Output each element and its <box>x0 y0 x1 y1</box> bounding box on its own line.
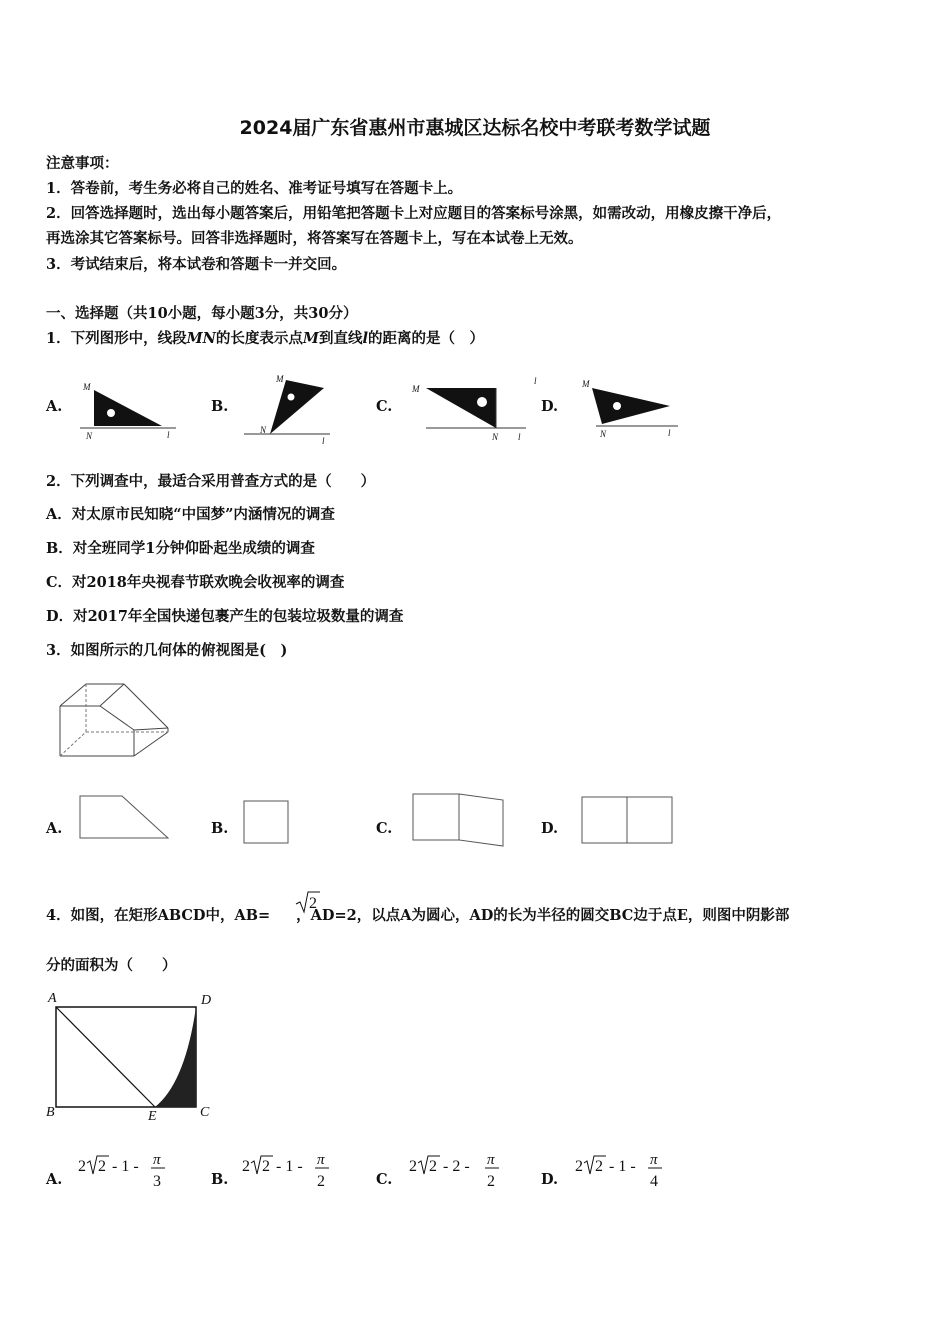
q1a-label-n: N <box>86 431 93 441</box>
q1b-label-n: N <box>260 425 267 435</box>
notice-item-3: 3．考试结束后，将本试卷和答题卡一并交回。 <box>46 256 347 273</box>
q1d-label-l: l <box>668 428 671 438</box>
q1-stem <box>46 327 484 348</box>
q4-label-d: D <box>201 993 212 1008</box>
q1d-label-n: N <box>600 429 607 439</box>
q1-l: l <box>362 330 368 347</box>
q3-option-d-label: D. <box>541 820 559 837</box>
q4-option-b-expr <box>240 1146 336 1192</box>
q4c-rad: 2 <box>429 1158 437 1175</box>
notice-item-2-cont: 再选涂其它答案标号。回答非选择题时，将答案写在答题卡上，写在本试卷上无效。 <box>46 230 583 247</box>
q1-mn: MN <box>186 330 216 347</box>
page-title: 2024届广东省惠州市惠城区达标名校中考联考数学试题 <box>239 117 711 139</box>
q3-option-c-figure <box>411 792 507 850</box>
q4-text-b: ，AD=2，以点A为圆心，AD的长为半径的圆交BC边于点E，则图中阴影部 <box>296 907 790 924</box>
q4d-den: 4 <box>650 1173 658 1190</box>
q4-rectangle-figure <box>44 988 220 1124</box>
q4-option-c-label: C. <box>376 1171 393 1188</box>
q1-option-c-label: C. <box>376 398 393 415</box>
q1c-label-l: l <box>518 432 521 442</box>
q4d-num: π <box>650 1152 658 1168</box>
q4-sqrt2 <box>294 888 322 916</box>
q4-label-b: B <box>46 1105 55 1120</box>
q1c-label-n: N <box>492 432 499 442</box>
section-heading: 一、选择题（共10小题，每小题3分，共30分） <box>46 305 358 322</box>
q1c-label-l-top: l <box>534 376 537 386</box>
q1-text-c: 到直线 <box>318 330 363 347</box>
q3-option-a-label: A. <box>46 820 63 837</box>
q4d-rad: 2 <box>595 1158 603 1175</box>
q3-option-a-figure <box>78 794 174 842</box>
q1-text-b: 的长度表示点 <box>215 330 303 347</box>
q4-option-a-expr <box>76 1146 172 1192</box>
q4-label-c: C <box>200 1105 210 1120</box>
q4c-num: π <box>487 1152 495 1168</box>
q2-option-c: C．对2018年央视春节联欢晚会收视率的调查 <box>46 574 345 591</box>
q2-option-b: B．对全班同学1分钟仰卧起坐成绩的调查 <box>46 540 315 557</box>
q3-option-d-figure <box>580 795 674 845</box>
q4d-lead: 2 <box>575 1158 583 1175</box>
q1-figure-c <box>408 374 537 444</box>
q4-sqrt-radicand: 2 <box>309 895 317 912</box>
q4-option-d-expr <box>573 1146 669 1192</box>
q1-figure-a <box>78 378 182 444</box>
q1-m: M <box>302 330 319 347</box>
q1d-label-m: M <box>582 379 590 389</box>
q1b-label-m: M <box>276 374 284 384</box>
q1-text-a: 1．下列图形中，线段 <box>46 330 187 347</box>
q1b-label-l: l <box>322 436 325 446</box>
q1-option-b-label: B. <box>211 398 229 415</box>
q1-text-d: 的距离的是（ ） <box>367 330 484 347</box>
q4c-den: 2 <box>487 1173 495 1190</box>
q1-figure-b <box>242 372 334 446</box>
notice-item-1: 1．答卷前，考生务必将自己的姓名、准考证号填写在答题卡上。 <box>46 180 463 197</box>
q4a-lead: 2 <box>78 1158 86 1175</box>
q3-option-b-figure <box>243 800 291 846</box>
q4b-den: 2 <box>317 1173 325 1190</box>
q1a-label-l: l <box>167 430 170 440</box>
q4-option-d-label: D. <box>541 1171 559 1188</box>
q2-option-a: A．对太原市民知晓“中国梦”内涵情况的调查 <box>46 506 335 523</box>
q3-option-c-label: C. <box>376 820 393 837</box>
q1-option-d-label: D. <box>541 398 559 415</box>
q3-stem: 3．如图所示的几何体的俯视图是( ) <box>46 642 288 659</box>
q4c-lead: 2 <box>409 1158 417 1175</box>
q1c-label-m: M <box>412 384 420 394</box>
q4b-mid: - 1 - <box>272 1158 307 1175</box>
q4-label-a: A <box>48 991 57 1006</box>
q4a-mid: - 1 - <box>108 1158 143 1175</box>
q4b-lead: 2 <box>242 1158 250 1175</box>
q4b-rad: 2 <box>262 1158 270 1175</box>
q3-option-b-label: B. <box>211 820 229 837</box>
q4-stem-line-1 <box>46 904 789 925</box>
q1a-label-m: M <box>83 382 91 392</box>
q4c-mid: - 2 - <box>439 1158 474 1175</box>
q2-stem: 2．下列调查中，最适合采用普查方式的是（ ） <box>46 473 376 490</box>
q4-text-a: 4．如图，在矩形ABCD中，AB= <box>46 907 271 924</box>
q4d-mid: - 1 - <box>605 1158 640 1175</box>
q4-label-e: E <box>148 1109 157 1124</box>
q1-option-a-label: A. <box>46 398 63 415</box>
q4b-num: π <box>317 1152 325 1168</box>
q3-solid-figure <box>52 678 174 760</box>
q4-option-a-label: A. <box>46 1171 63 1188</box>
notice-item-2: 2．回答选择题时，选出每小题答案后，用铅笔把答题卡上对应题目的答案标号涂黑，如需改动，用橡皮擦干净后， <box>46 205 782 222</box>
q4-option-b-label: B. <box>211 1171 229 1188</box>
q4a-num: π <box>153 1152 161 1168</box>
q4-option-c-expr <box>407 1146 507 1192</box>
q2-option-d: D．对2017年全国快递包裹产生的包装垃圾数量的调查 <box>46 608 404 625</box>
notice-heading: 注意事项： <box>46 155 119 172</box>
q1-figure-d <box>578 376 682 442</box>
q4a-rad: 2 <box>98 1158 106 1175</box>
q4a-den: 3 <box>153 1173 161 1190</box>
q4-stem-line-2: 分的面积为（ ） <box>46 957 177 974</box>
